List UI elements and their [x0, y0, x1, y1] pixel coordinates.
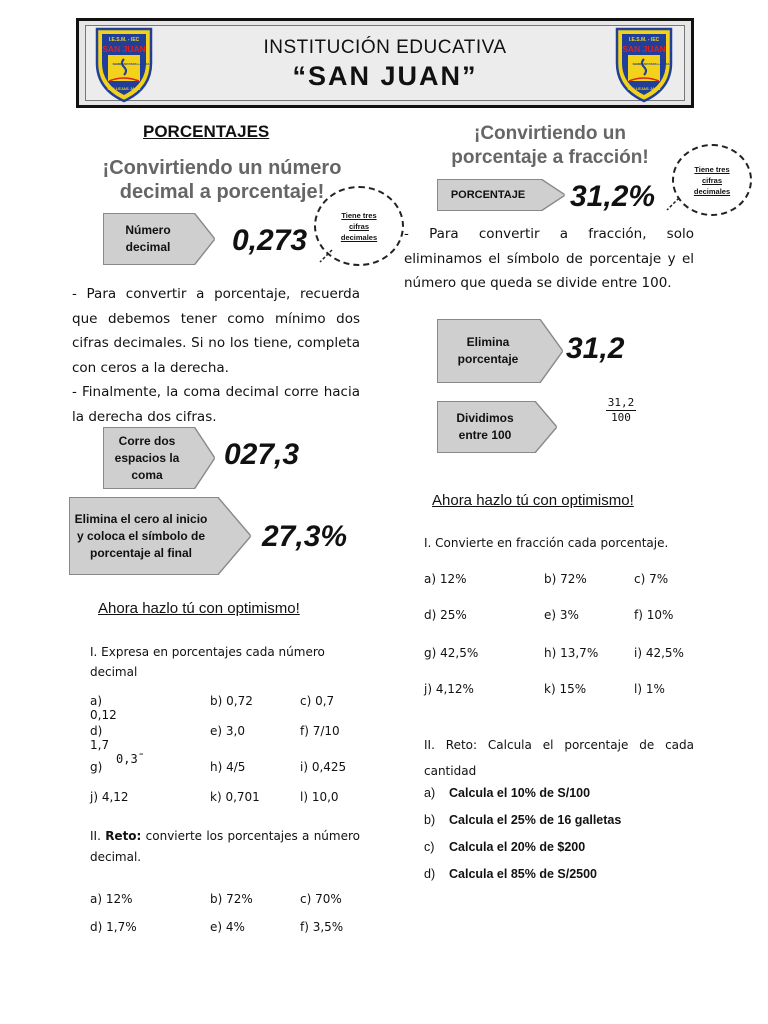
right-ex2-text: Calcula el 25% de 16 galletas — [449, 813, 622, 827]
logo-right-name-text: SAN JUAN — [622, 44, 666, 54]
arrow-elimina-cero-label: Elimina el cero al inicio y coloca el símbolo de porcentaje al final — [74, 511, 208, 560]
right-callout-text: Tiene tres cifras decimales — [693, 164, 731, 196]
right-ex2-letter: b) — [424, 813, 436, 827]
right-ex2-list — [424, 786, 704, 894]
left-practice-title: Ahora hazlo tú con optimismo! — [98, 600, 300, 617]
right-ex2-text: Calcula el 20% de $200 — [449, 840, 586, 854]
logo-left-place-text: CALLEJAS JAEN — [107, 86, 141, 91]
left-ex1-item: j) 4,12 — [90, 790, 129, 804]
right-ex1-item: l) 1% — [634, 682, 665, 696]
repeating-decimal-value: 0,3̄ — [116, 752, 138, 766]
example-percent-number: 31,2% — [570, 180, 656, 213]
left-ex2-item: a) 12% — [90, 892, 133, 906]
left-exercise2-title — [90, 826, 360, 868]
arrow-elimina-porcentaje-label: Elimina porcentaje — [457, 335, 519, 366]
institution-label: INSTITUCIÓN EDUCATIVA — [263, 37, 507, 58]
example-number-no-percent: 31,2 — [566, 332, 625, 365]
right-ex2-item — [424, 813, 704, 840]
fraction-numerator: 31,2 — [607, 396, 635, 409]
right-ex1-item: h) 13,7% — [544, 646, 599, 660]
right-ex2-letter: d) — [424, 867, 436, 881]
right-ex1-item: j) 4,12% — [424, 682, 474, 696]
right-ex2-item — [424, 867, 704, 894]
arrow-dividimos-label: Dividimos entre 100 — [456, 411, 514, 442]
left-callout-tail-icon — [318, 248, 334, 264]
logo-right-place-text: CALLEJAS JAEN — [627, 86, 661, 91]
logo-right-top-text: I.E.S.M. - IEC — [628, 37, 660, 43]
left-title-line1: ¡Convirtiendo un número — [102, 157, 342, 179]
left-ex2-item: d) 1,7% — [90, 920, 137, 934]
left-ex2-item: e) 4% — [210, 920, 245, 934]
right-ex1-item: e) 3% — [544, 608, 579, 622]
right-ex1-item: b) 72% — [544, 572, 587, 586]
right-title-line2: porcentaje a fracción! — [451, 147, 649, 168]
arrow-corre-coma-label: Corre dos espacios la coma — [114, 433, 180, 482]
left-ex1-item: b) 0,72 — [210, 694, 253, 708]
right-ex2-item — [424, 840, 704, 867]
arrow-dividimos — [438, 402, 556, 452]
fraction-denominator: 100 — [611, 411, 631, 424]
right-ex2-item — [424, 786, 704, 813]
arrow-porcentaje-label: PORCENTAJE — [450, 188, 526, 201]
header-banner — [76, 18, 694, 108]
logo-right-motto-text: SEMBRAR PARA LA VIDA — [632, 62, 670, 66]
left-ex1-item: d) 1,7 — [90, 724, 110, 752]
section-heading: PORCENTAJES — [143, 122, 270, 141]
right-ex1-item: d) 25% — [424, 608, 467, 622]
left-ex1-item: k) 0,701 — [210, 790, 260, 804]
right-ex2-letter: c) — [424, 840, 435, 854]
left-ex1-item: g) — [90, 760, 103, 774]
left-ex2-prefix: II. — [90, 829, 106, 843]
left-exercise1-title: I. Expresa en porcentajes cada número decimal — [90, 645, 325, 679]
arrow-elimina-porcentaje — [438, 320, 562, 382]
left-title-line2: decimal a porcentaje! — [119, 181, 325, 203]
example-shifted-number: 027,3 — [224, 438, 300, 471]
left-ex2-item: c) 70% — [300, 892, 342, 906]
right-callout-bubble — [672, 144, 752, 216]
logo-left-top-text: I.E.S.M. - IEC — [108, 37, 140, 43]
right-ex2-text: Calcula el 10% de S/100 — [449, 786, 591, 800]
school-logo-right — [611, 25, 677, 103]
left-ex1-item: f) 7/10 — [300, 724, 340, 738]
right-exercise2-title: II. Reto: Calcula el porcentaje de cada cantidad — [424, 738, 694, 778]
arrow-porcentaje — [438, 180, 564, 210]
logo-left-name-text: SAN JUAN — [102, 44, 146, 54]
logo-left-motto-text: SEMBRAR PARA LA VIDA — [112, 62, 150, 66]
arrow-corre-coma — [104, 428, 214, 488]
left-ex2-reto-label: Reto: — [105, 829, 142, 843]
example-decimal-number: 0,273 — [232, 224, 308, 257]
left-callout-text: Tiene tres cifras decimales — [340, 210, 378, 242]
right-ex2-text: Calcula el 85% de S/2500 — [449, 867, 598, 881]
left-ex2-item: b) 72% — [210, 892, 253, 906]
left-ex1-item: l) 10,0 — [300, 790, 339, 804]
left-ex1-item: i) 0,425 — [300, 760, 347, 774]
left-ex1-item: h) 4/5 — [210, 760, 246, 774]
example-fraction — [606, 396, 636, 424]
right-practice-title: Ahora hazlo tú con optimismo! — [432, 492, 634, 509]
right-ex2-letter: a) — [424, 786, 436, 800]
right-ex1-item: f) 10% — [634, 608, 674, 622]
left-explanation-p1: - Para convertir a porcentaje, recuerda que debemos tener como mínimo dos cifras decimales. Si no los tiene, completa con ceros a la derecha. — [72, 286, 360, 376]
right-ex1-item: i) 42,5% — [634, 646, 684, 660]
arrow-numero-decimal — [104, 214, 214, 264]
right-title-line1: ¡Convirtiendo un — [474, 123, 626, 144]
school-logo-left — [91, 25, 157, 103]
right-ex1-item: c) 7% — [634, 572, 669, 586]
right-ex1-item: a) 12% — [424, 572, 467, 586]
institution-name: “SAN JUAN” — [292, 61, 478, 91]
left-ex1-item: e) 3,0 — [210, 724, 245, 738]
left-explanation-p2: - Finalmente, la coma decimal corre hacia la derecha dos cifras. — [72, 384, 360, 425]
left-ex1-item: c) 0,7 — [300, 694, 335, 708]
right-ex1-item: g) 42,5% — [424, 646, 479, 660]
right-ex1-item: k) 15% — [544, 682, 587, 696]
right-title — [420, 122, 680, 170]
example-percent-result: 27,3% — [262, 520, 348, 553]
left-ex1-item: a) 0,12 — [90, 694, 117, 722]
right-explanation: - Para convertir a fracción, solo eliminamos el símbolo de porcentaje y el número que queda se divide entre 100. — [404, 226, 694, 291]
right-callout-tail-icon — [665, 196, 681, 212]
left-ex2-item: f) 3,5% — [300, 920, 344, 934]
arrow-elimina-cero — [70, 498, 250, 574]
left-explanation — [72, 282, 360, 429]
arrow-numero-decimal-label: Número decimal — [125, 223, 171, 254]
right-exercise1-title: I. Convierte en fracción cada porcentaje. — [424, 536, 669, 550]
left-ex2-rest: convierte los porcentajes a número decimal. — [90, 829, 360, 864]
